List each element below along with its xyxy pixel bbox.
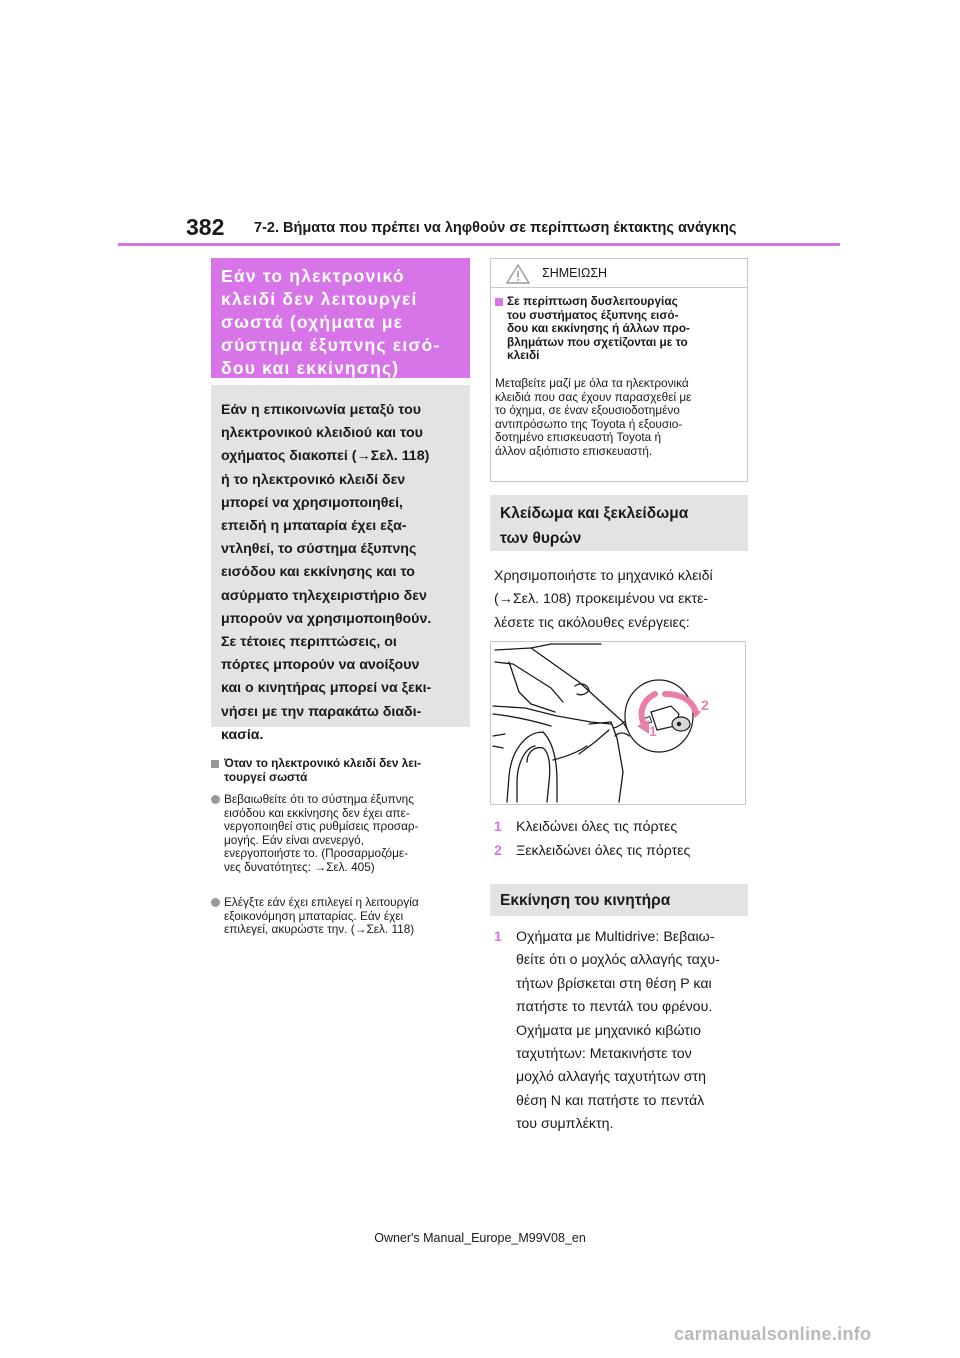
square-bullet-icon bbox=[495, 298, 503, 306]
square-bullet-icon bbox=[211, 760, 219, 768]
note-body-line: κλειδιά που σας έχουν παρασχεθεί με bbox=[495, 389, 692, 404]
bullet-line: Ελέγξτε εάν έχει επιλεγεί η λειτουργία bbox=[224, 895, 419, 909]
lock-intro bbox=[494, 565, 713, 635]
note-subheading-line: κλειδί bbox=[507, 348, 540, 363]
step-item bbox=[494, 840, 690, 863]
figure-label-2: 2 bbox=[701, 697, 709, 713]
section-title-line: σύστημα έξυπνης εισό- bbox=[221, 335, 441, 355]
warning-icon bbox=[505, 263, 531, 285]
intro-line: ασύρματο τηλεχειριστήριο δεν bbox=[221, 587, 427, 604]
step-line: Οχήματα με Multidrive: Βεβαιω- bbox=[516, 929, 715, 945]
step-line: θέση N και πατήστε το πεντάλ bbox=[516, 1092, 705, 1109]
page-number: 382 bbox=[186, 214, 225, 240]
step-line: τήτων βρίσκεται στη θέση P και bbox=[516, 975, 712, 992]
round-bullet-icon bbox=[211, 898, 220, 907]
bullet-line: μογής. Εάν είναι ανενεργό, bbox=[224, 832, 365, 847]
intro-line: Εάν η επικοινωνία μεταξύ του bbox=[221, 402, 422, 418]
bullet-item bbox=[211, 896, 486, 937]
step-item bbox=[494, 816, 677, 839]
intro-line: οχήματος διακοπεί (→Σελ. 118) bbox=[221, 448, 430, 465]
step-line: θείτε ότι ο μοχλός αλλαγής ταχυ- bbox=[516, 952, 720, 969]
intro-line: εισόδου και εκκίνησης και το bbox=[221, 564, 415, 581]
section-title-box bbox=[211, 258, 470, 378]
intro-line: μπορούν να χρησιμοποιηθούν. bbox=[221, 610, 432, 627]
figure-label-1: 1 bbox=[649, 723, 657, 739]
heading-line: Εκκίνηση του κινητήρα bbox=[500, 892, 671, 909]
note-body bbox=[495, 377, 743, 459]
note-body-line: Μεταβείτε μαζί με όλα τα ηλεκτρονικά bbox=[495, 376, 689, 390]
subheading bbox=[211, 757, 486, 784]
bullet-line: νεργοποιηθεί στις ρυθμίσεις προσαρ- bbox=[224, 819, 419, 834]
note-body-line: αντιπρόσωπο της Toyota ή εξουσιο- bbox=[495, 416, 683, 431]
note-header bbox=[491, 259, 747, 288]
note-body-line: δοτημένο επισκευαστή Toyota ή bbox=[495, 430, 662, 445]
note-subheading-line: του συστήματος έξυπνης εισό- bbox=[507, 307, 679, 322]
footer-text: Owner's Manual_Europe_M99V08_en bbox=[374, 1231, 586, 1245]
step-text: Κλειδώνει όλες τις πόρτες bbox=[516, 819, 678, 835]
round-bullet-icon bbox=[211, 795, 220, 804]
engine-section-heading bbox=[490, 884, 748, 916]
note-body-line: άλλον αξιόπιστο επισκευαστή. bbox=[495, 443, 653, 458]
step-text: Ξεκλειδώνει όλες τις πόρτες bbox=[516, 843, 691, 859]
section-title-line: κλειδί δεν λειτουργεί bbox=[221, 289, 418, 309]
intro-line: νήσει με την παρακάτω διαδι- bbox=[221, 703, 422, 720]
intro-line: ντληθεί, το σύστημα έξυπνης bbox=[221, 541, 417, 558]
note-body-line: το όχημα, σε έναν εξουσιοδοτημένο bbox=[495, 403, 680, 418]
intro-line: και ο κινητήρας μπορεί να ξεκι- bbox=[221, 680, 432, 697]
lock-section-heading bbox=[490, 495, 748, 551]
step-number: 1 bbox=[494, 929, 502, 945]
watermark-text: carmanualsonline.info bbox=[674, 1324, 872, 1344]
note-subheading bbox=[495, 295, 755, 363]
step-line: μοχλό αλλαγής ταχυτήτων στη bbox=[516, 1069, 707, 1086]
bullet-line: ενεργοποιήστε το. (Προσαρμοζόμε- bbox=[224, 846, 409, 861]
intro-box bbox=[211, 385, 470, 743]
step-line: πατήστε το πεντάλ του φρένου. bbox=[516, 999, 713, 1016]
bullet-line: εξοικονόμηση μπαταρίας. Εάν έχει bbox=[224, 908, 404, 923]
note-subheading-line: βλημάτων που σχετίζονται με το bbox=[507, 334, 688, 349]
bullet-line: επιλεγεί, ακυρώστε την. (→Σελ. 118) bbox=[224, 922, 415, 937]
note-subheading-line: δου και εκκίνησης ή άλλων προ- bbox=[507, 321, 690, 336]
intro-line: πόρτες μπορούν να ανοίξουν bbox=[221, 657, 420, 674]
intro-line: κασία. bbox=[221, 726, 264, 743]
bullet-line: Βεβαιωθείτε ότι το σύστημα έξυπνης bbox=[224, 792, 414, 806]
intro-line: ηλεκτρονικού κλειδιού και του bbox=[221, 425, 423, 442]
door-key-illustration bbox=[490, 641, 746, 805]
step-line: Οχήματα με μηχανικό κιβώτιο bbox=[516, 1022, 701, 1039]
bullet-item bbox=[211, 793, 486, 875]
intro-line: ή το ηλεκτρονικό κλειδί δεν bbox=[221, 471, 406, 488]
note-box bbox=[490, 258, 748, 482]
subheading-line: τουργεί σωστά bbox=[224, 769, 308, 784]
intro-line: επειδή η μπαταρία έχει εξα- bbox=[221, 518, 407, 535]
intro-line: μπορεί να χρησιμοποιηθεί, bbox=[221, 494, 403, 511]
section-title-line: σωστά (οχήματα με bbox=[221, 312, 404, 332]
step-number: 2 bbox=[494, 843, 502, 859]
intro-line: Σε τέτοιες περιπτώσεις, οι bbox=[221, 634, 397, 651]
note-subheading-line: Σε περίπτωση δυσλειτουργίας bbox=[507, 294, 678, 308]
bullet-line: εισόδου και εκκίνησης δεν έχει απε- bbox=[224, 805, 410, 820]
lock-intro-line: λέσετε τις ακόλουθες ενέργειες: bbox=[494, 614, 690, 631]
step-line: ταχυτήτων: Μετακινήστε τον bbox=[516, 1046, 692, 1063]
section-title-line: δου και εκκίνησης) bbox=[221, 358, 400, 378]
heading-line: των θυρών bbox=[500, 530, 582, 547]
step-number: 1 bbox=[494, 819, 502, 835]
chapter-title: 7-2. Βήματα που πρέπει να ληφθούν σε περίπτωση έκτακτης ανάγκης bbox=[254, 220, 737, 236]
subheading-line: Όταν το ηλεκτρονικό κλειδί δεν λει- bbox=[224, 756, 422, 770]
step-item bbox=[494, 926, 720, 1137]
lock-intro-line: Χρησιμοποιήστε το μηχανικό κλειδί bbox=[494, 568, 713, 584]
note-label: ΣΗΜΕΙΩΣΗ bbox=[542, 266, 608, 280]
section-title-line: Εάν το ηλεκτρονικό bbox=[221, 266, 405, 286]
heading-line: Κλείδωμα και ξεκλείδωμα bbox=[500, 505, 689, 522]
bullet-line: νες δυνατότητες: →Σελ. 405) bbox=[224, 859, 375, 874]
car-door-key-drawing bbox=[491, 642, 745, 804]
lock-intro-line: (→Σελ. 108) προκειμένου να εκτε- bbox=[494, 591, 709, 608]
step-line: του συμπλέκτη. bbox=[516, 1116, 614, 1133]
header-divider bbox=[118, 243, 840, 246]
